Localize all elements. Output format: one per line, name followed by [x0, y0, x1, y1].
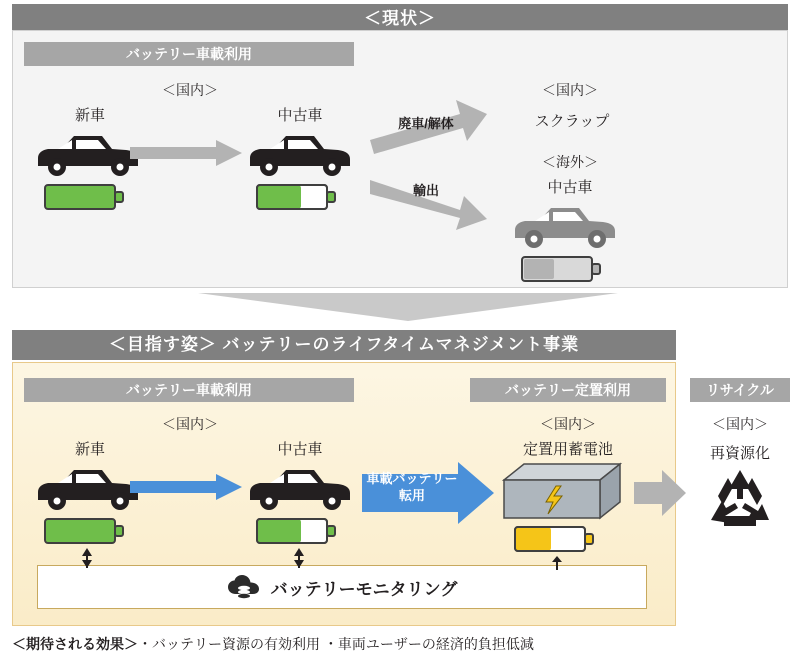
current-scrap-arrow-label: 廃車/解体: [398, 116, 454, 131]
future-new-car-label: 新車: [74, 441, 105, 458]
future-used-car-icon: [240, 462, 358, 512]
recycle-icon: [704, 466, 776, 532]
current-scrap-label: スクラップ: [534, 113, 610, 130]
future-domestic-label-recycle: ＜国内＞: [712, 416, 768, 432]
current-arrow-new-to-used: [130, 140, 242, 166]
future-used-car-battery-icon: [256, 516, 340, 546]
current-overseas-battery-icon: [521, 254, 605, 284]
future-stationary-battery-label: 定置用蓄電池: [522, 441, 613, 458]
current-sub-bar-vehicle-use: バッテリー車載利用: [24, 42, 354, 66]
future-domestic-label-left: ＜国内＞: [162, 416, 218, 432]
future-domestic-label-right: ＜国内＞: [540, 416, 596, 432]
footer-note: [12, 634, 534, 654]
battery-monitoring-label: バッテリーモニタリング: [270, 579, 458, 599]
monitor-connector-new-car: [80, 548, 94, 568]
current-scrap-domestic-label: ＜国内＞: [542, 82, 598, 98]
cloud-monitoring-icon: [227, 574, 261, 600]
future-arrow-to-recycle: [634, 468, 686, 518]
current-overseas-used-car-label: 中古車: [547, 179, 593, 196]
future-recycle-label: 再資源化: [709, 445, 770, 462]
future-state-title: ＜目指す姿＞ バッテリーのライフタイムマネジメント事業: [12, 330, 676, 360]
stationary-battery-icon: [502, 462, 622, 520]
future-transfer-arrow-label: [364, 470, 460, 504]
future-new-car-icon: [28, 462, 146, 512]
current-new-car-label: 新車: [74, 107, 105, 124]
current-overseas-car-icon: [505, 200, 623, 250]
footer-prefix: ＜期待される効果＞: [12, 636, 138, 652]
current-overseas-label: ＜海外＞: [542, 154, 598, 170]
current-used-car-icon: [240, 128, 358, 178]
current-used-car-label: 中古車: [277, 107, 323, 124]
current-new-car-battery-icon: [44, 182, 128, 212]
future-sub-bar-recycle: リサイクル: [690, 378, 790, 402]
future-transfer-arrow-label-line2: 転用: [398, 488, 425, 503]
current-domestic-label: ＜国内＞: [162, 82, 218, 98]
current-export-arrow-label: 輸出: [412, 183, 439, 198]
battery-monitoring-bar: [37, 565, 647, 609]
footer-effects: ・バッテリー資源の有効利用 ・車両ユーザーの経済的負担低減: [138, 636, 534, 652]
future-used-car-label: 中古車: [277, 441, 323, 458]
stationary-battery-level-icon: [514, 524, 598, 554]
future-arrow-new-to-used: [130, 474, 242, 500]
current-state-title: ＜現状＞: [12, 4, 788, 34]
future-transfer-arrow-label-line1: 車載バッテリー: [366, 471, 458, 486]
monitor-connector-stationary: [550, 556, 564, 570]
future-new-car-battery-icon: [44, 516, 128, 546]
transition-down-arrow: [198, 293, 618, 321]
current-used-car-battery-icon: [256, 182, 340, 212]
monitor-connector-used-car: [292, 548, 306, 568]
current-new-car-icon: [28, 128, 146, 178]
future-sub-bar-stationary-use: バッテリー定置利用: [470, 378, 666, 402]
future-sub-bar-vehicle-use: バッテリー車載利用: [24, 378, 354, 402]
